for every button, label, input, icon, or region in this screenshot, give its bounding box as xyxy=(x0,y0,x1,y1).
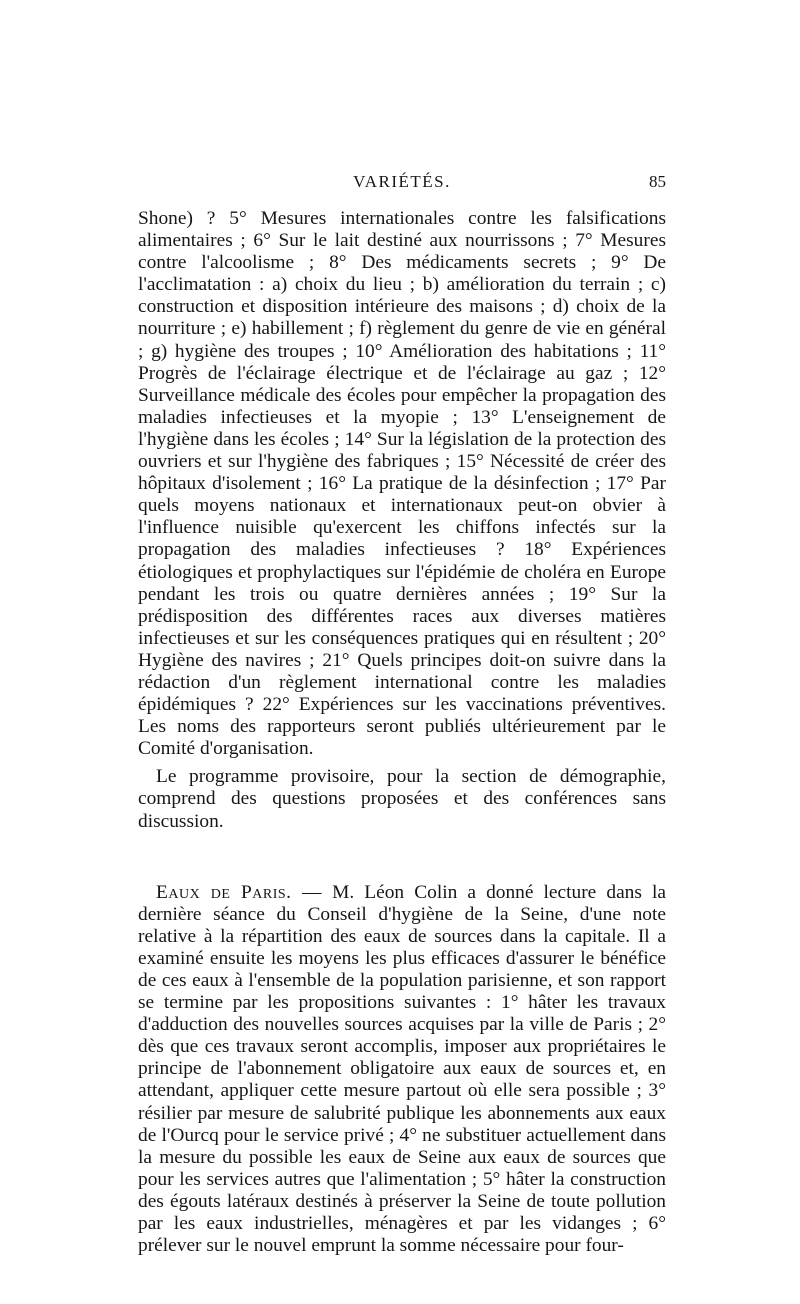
paragraph-hygiene-topics: Shone) ? 5° Mesures internationales contre les falsifications alimentaires ; 6° Sur le lait destiné aux nourrissons ; 7° Mesures contre l'alcoolisme ; 8° Des médicaments secrets ; 9° De l'acclimatation : a) choix du lieu ; b) amélioration du terrain ; c) construction et disposition intérieure des maisons ; d) choix de la nourriture ; e) habillement ; f) règlement du genre de vie en général ; g) hygiène des troupes ; 10° Amélioration des habitations ; 11° Progrès de l'éclairage électrique et de l'éclairage au gaz ; 12° Surveillance médicale des écoles pour empêcher la propagation des maladies infectieuses et la myopie ; 13° L'enseignement de l'hygiène dans les écoles ; 14° Sur la législation de la protection des ouvriers et sur l'hygiène des fabriques ; 15° Nécessité de créer des hôpitaux d'isolement ; 16° La pratique de la désinfection ; 17° Par quels moyens nationaux et internationaux peut-on obvier à l'influence nuisible qu'exercent les chiffons infectés sur la propagation des maladies infectieuses ? 18° Expériences étiologiques et prophylactiques sur l'épidémie de choléra en Europe pendant les trois ou quatre dernières années ; 19° Sur la prédisposition des différentes races aux diverses matières infectieuses et sur les conséquences pratiques qui en résultent ; 20° Hygiène des navires ; 21° Quels principes doit-on suivre dans la rédaction d'un règlement international contre les maladies épidémiques ? 22° Expériences sur les vaccinations préventives. Les noms des rapporteurs seront publiés ultérieurement par le Comité d'organisation. xyxy=(138,208,666,760)
article-eaux-de-paris xyxy=(138,882,666,1258)
article-body: M. Léon Colin a donné lecture dans la dernière séance du Conseil d'hygiène de la Seine, d'une note relative à la répartition des eaux de sources dans la capitale. Il a examiné ensuite les moyens les plus efficaces d'assurer le bénéfice de ces eaux à l'ensemble de la population parisienne, et son rapport se termine par les propositions suivantes : 1° hâter les travaux d'adduction des nouvelles sources acquises par la ville de Paris ; 2° dès que ces travaux seront accomplis, imposer aux propriétaires le principe de l'abonnement obligatoire aux eaux de sources et, en attendant, appliquer cette mesure partout où elle sera possible ; 3° résilier par mesure de salubrité publique les abonnements aux eaux de l'Ourcq pour le service privé ; 4° ne substituer actuellement dans la mesure du possible les eaux de Seine aux eaux de sources que pour les services autres que l'alimentation ; 5° hâter la construction des égouts latéraux destinés à préserver la Seine de toute pollution par les eaux industrielles, ménagères et par les vidanges ; 6° prélever sur le nouvel emprunt la somme nécessaire pour four- xyxy=(138,881,666,1257)
running-head xyxy=(138,172,666,202)
article-heading: Eaux de Paris. — xyxy=(156,881,323,903)
running-title: VARIÉTÉS. xyxy=(353,172,451,191)
page-number: 85 xyxy=(649,172,666,191)
book-page xyxy=(138,172,666,1257)
paragraph-demography-program: Le programme provisoire, pour la section de démographie, comprend des questions proposées et des conférences sans discussion. xyxy=(138,766,666,832)
